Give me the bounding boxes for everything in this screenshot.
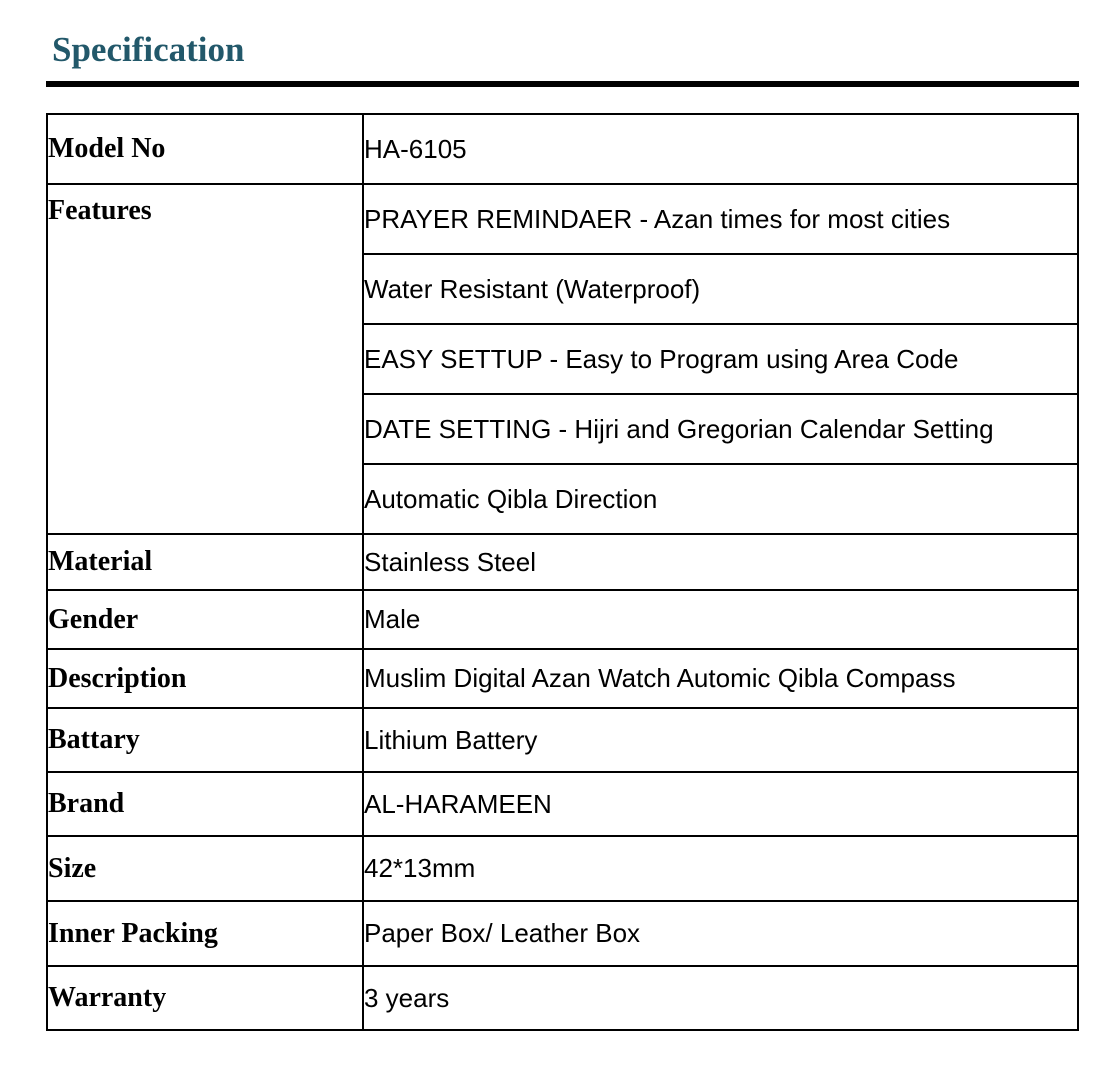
feature-item: Automatic Qibla Direction [363,464,1078,534]
row-label-model: Model No [47,114,363,184]
table-row-gender [47,590,1078,649]
row-value-brand: AL-HARAMEEN [363,772,1078,836]
table-row-brand [47,772,1078,836]
row-value-warranty: 3 years [363,966,1078,1030]
row-value-model: HA-6105 [363,114,1078,184]
row-label-material: Material [47,534,363,590]
row-value-description: Muslim Digital Azan Watch Automic Qibla Compass [363,649,1078,708]
row-label-brand: Brand [47,772,363,836]
row-value-material: Stainless Steel [363,534,1078,590]
page-title: Specification [52,30,245,69]
feature-item: DATE SETTING - Hijri and Gregorian Calendar Setting [363,394,1078,464]
specification-table [46,113,1079,1031]
feature-item: PRAYER REMINDAER - Azan times for most cities [363,184,1078,254]
row-label-warranty: Warranty [47,966,363,1030]
row-label-description: Description [47,649,363,708]
row-value-packing: Paper Box/ Leather Box [363,901,1078,966]
row-value-size: 42*13mm [363,836,1078,901]
table-row-warranty [47,966,1078,1030]
row-value-battery: Lithium Battery [363,708,1078,772]
table-row-material [47,534,1078,590]
row-label-gender: Gender [47,590,363,649]
row-label-features: Features [47,184,363,534]
row-value-gender: Male [363,590,1078,649]
row-label-packing: Inner Packing [47,901,363,966]
feature-item: EASY SETTUP - Easy to Program using Area Code [363,324,1078,394]
row-label-size: Size [47,836,363,901]
feature-item: Water Resistant (Waterproof) [363,254,1078,324]
table-row-battery [47,708,1078,772]
table-row-size [47,836,1078,901]
table-row-description [47,649,1078,708]
title-divider [46,81,1079,87]
table-row-features [47,184,1078,254]
table-row-model [47,114,1078,184]
row-label-battery: Battary [47,708,363,772]
table-row-packing [47,901,1078,966]
